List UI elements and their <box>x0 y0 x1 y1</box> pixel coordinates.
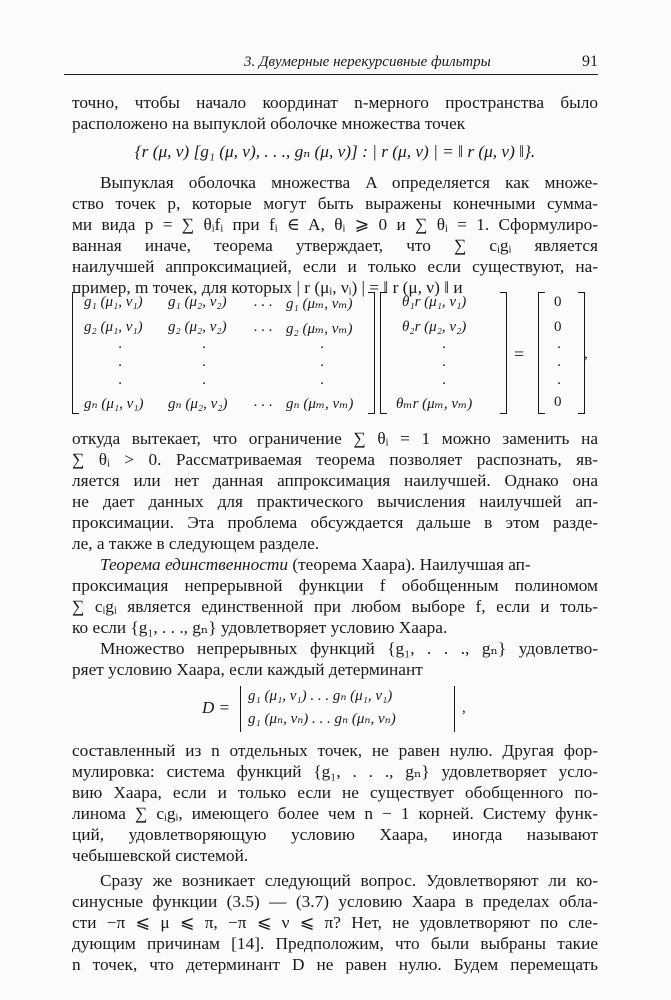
matrix-dot: · <box>202 340 206 356</box>
text-line: мулировка: система функций {g₁, . . ., gₙ} удовлетворяет усло- <box>72 762 598 781</box>
zero-dot: · <box>557 358 561 374</box>
matrix-cell: . . . <box>254 394 273 410</box>
matrix-cell: g₁ (μ₁, ν₁) <box>84 294 143 310</box>
text-line: ряет условию Хаара, если каждый детерминант <box>72 660 423 679</box>
text-line: ∑ cᵢgᵢ является единственной при любом выборе f, если и толь- <box>72 597 598 616</box>
text-line: не дает данных для практического вычисления наилучшей ап- <box>72 492 598 511</box>
determinant-bar <box>240 686 241 732</box>
determinant-row: g₁ (μₙ, νₙ) . . . gₙ (μₙ, νₙ) <box>248 711 396 727</box>
text-line: ко если {g₁, . . ., gₙ} удовлетворяет условию Хаара. <box>72 618 448 637</box>
text-line: Множество непрерывных функций {g₁, . . ., gₙ} удовлетво- <box>100 639 598 658</box>
text-line: проксимации. Эта проблема обсуждается дальше в этом разде- <box>72 513 598 532</box>
matrix-cell: g₁ (μ₂, ν₂) <box>168 294 227 310</box>
running-header <box>64 50 598 75</box>
determinant-formula <box>72 684 598 732</box>
matrix-dot: · <box>118 340 122 356</box>
text-line: вию Хаара, если и только если не существует обобщенного по- <box>72 783 598 802</box>
text-line: расположено на выпуклой оболочке множества точек <box>72 114 466 133</box>
text-line: ванная иначе, теорема утверждает, что ∑ cᵢgᵢ является <box>72 236 598 255</box>
text-line: линома ∑ cᵢgᵢ, имеющего более чем n − 1 корней. Систему функ- <box>72 804 598 823</box>
zero-cell: 0 <box>554 294 562 310</box>
matrix-cell: gₙ (μ₁, ν₁) <box>84 396 144 412</box>
text-line: Сразу же возникает следующий вопрос. Удовлетворяют ли ко- <box>100 871 598 890</box>
formula-line: {r (μ, ν) [g₁ (μ, ν), . . ., gₙ (μ, ν)] : | r (μ, ν) | = ‖ r (μ, ν) ‖}. <box>134 142 536 161</box>
text-line: сти −π ⩽ μ ⩽ π, −π ⩽ ν ⩽ π? Нет, не удовлетворяют по сле- <box>72 913 598 932</box>
equals-sign: = <box>514 344 525 364</box>
determinant-row: g₁ (μ₁, ν₁) . . . gₙ (μ₁, ν₁) <box>248 688 393 704</box>
right-bracket <box>368 292 375 414</box>
text-line: ляется или нет данная аппроксимация наилучшей. Однако она <box>72 471 598 490</box>
text-line: дующим причинам [14]. Предположим, что были выбраны такие <box>72 934 598 953</box>
text-line: пример, m точек, для которых | r (μᵢ, νᵢ) | = ‖ r (μ, ν) ‖ и <box>72 278 463 297</box>
text-line: составленный из n отдельных точек, не равен нулю. Другая фор- <box>72 741 598 760</box>
left-bracket <box>380 292 387 414</box>
determinant-comma: , <box>462 700 466 716</box>
theorem-line <box>72 554 598 575</box>
matrix-dot: · <box>320 340 324 356</box>
vector-dot: · <box>442 358 446 374</box>
determinant-lhs: D = <box>202 698 230 717</box>
zero-dot: · <box>557 376 561 392</box>
text-line: ство точек p, которые могут быть выражены конечными сумма- <box>72 194 598 213</box>
matrix-dot: · <box>118 358 122 374</box>
left-bracket <box>538 292 545 414</box>
text-line: ле, а также в следующем разделе. <box>72 534 320 553</box>
matrix-cell: gₙ (μₘ, νₘ) <box>286 396 354 412</box>
determinant-bar <box>454 686 455 732</box>
matrix-cell: gₙ (μ₂, ν₂) <box>168 396 228 412</box>
text-line: откуда вытекает, что ограничение ∑ θᵢ = 1 можно заменить на <box>72 429 598 448</box>
text-line: ций, удовлетворяющую условию Хаара, иногда называют <box>72 825 598 844</box>
left-bracket <box>72 292 79 414</box>
matrix-cell: g₂ (μₘ, νₘ) <box>286 321 353 337</box>
matrix-dot: · <box>320 376 324 392</box>
text-line: проксимация непрерывной функции f обобщенным полиномом <box>72 576 598 595</box>
text-line: точно, чтобы начало координат n-мерного пространства было <box>72 93 598 112</box>
vector-cell: θ₂r (μ₂, ν₂) <box>402 319 467 335</box>
right-bracket <box>500 292 507 414</box>
page-number: 91 <box>582 53 598 70</box>
theorem-title: Теорема единственности <box>100 555 289 574</box>
vector-cell: θ₁r (μ₁, ν₁) <box>402 294 467 310</box>
text-line: ми вида p = ∑ θᵢfᵢ при fᵢ ∈ A, θᵢ ⩾ 0 и ∑ θᵢ = 1. Сформулиро- <box>72 215 598 234</box>
zero-dot: · <box>557 340 561 356</box>
theorem-lead: (теорема Хаара). Наилучшая ап- <box>288 555 531 574</box>
matrix-cell: . . . <box>254 294 273 310</box>
text-line: n точек, что детерминант D не равен нулю. Будем перемещать <box>72 955 598 974</box>
matrix-comma: , <box>584 346 588 362</box>
zero-cell: 0 <box>554 319 562 335</box>
matrix-cell: g₂ (μ₂, ν₂) <box>168 319 227 335</box>
text-line: синусные функции (3.5) — (3.7) условию Хаара в пределах обла- <box>72 892 598 911</box>
vector-dot: · <box>442 340 446 356</box>
matrix-cell: g₂ (μ₁, ν₁) <box>84 319 143 335</box>
matrix-dot: · <box>202 358 206 374</box>
vector-dot: · <box>442 376 446 392</box>
vector-cell: θₘr (μₘ, νₘ) <box>396 396 473 412</box>
text-line: чебышевской системой. <box>72 846 249 865</box>
zero-cell: 0 <box>554 394 562 410</box>
text-line: наилучшей аппроксимацией, если и только если существуют, на- <box>72 257 598 276</box>
matrix-equation <box>72 292 598 416</box>
matrix-dot: · <box>118 376 122 392</box>
matrix-cell: . . . <box>254 319 273 335</box>
running-title: 3. Двумерные нерекурсивные фильтры <box>244 54 491 70</box>
matrix-dot: · <box>202 376 206 392</box>
text-line: ∑ θᵢ > 0. Рассматриваемая теорема позволяет распознать, яв- <box>72 450 598 469</box>
matrix-cell: g₁ (μₘ, νₘ) <box>286 296 353 312</box>
matrix-dot: · <box>320 358 324 374</box>
text-line: Выпуклая оболочка множества A определяется как множе- <box>100 173 598 192</box>
